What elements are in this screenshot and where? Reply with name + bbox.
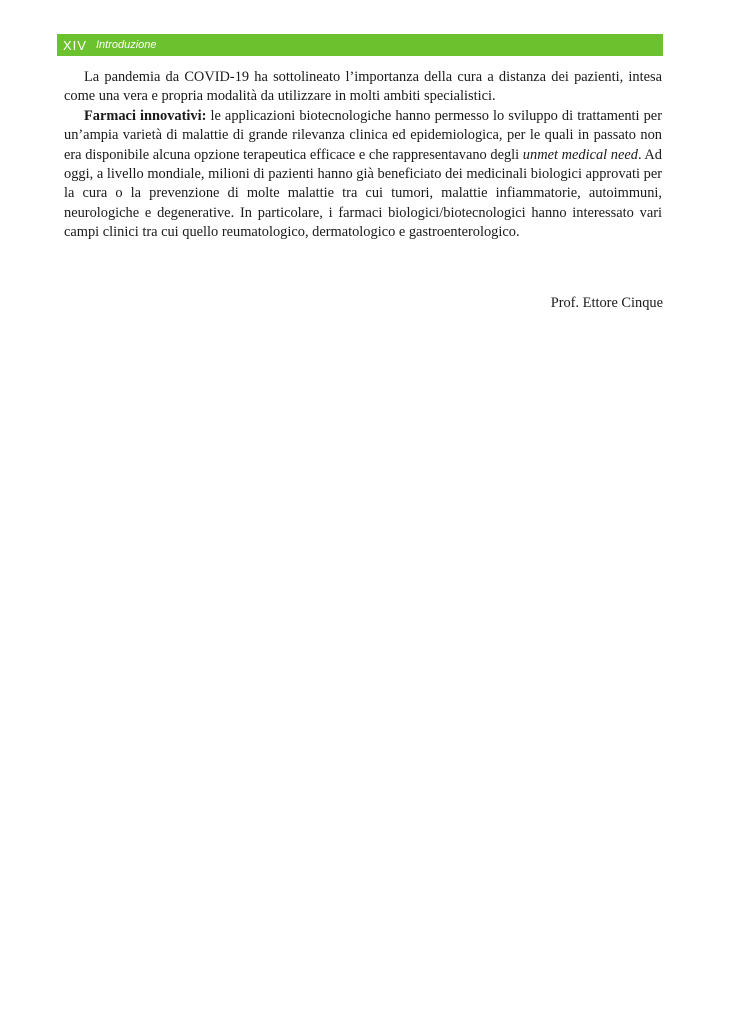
paragraph-pandemia <box>64 68 662 107</box>
paragraph-text-continued: . Ad oggi, a livello mondiale, milioni di pazienti hanno già beneficiato dei medicinali biologici approvati per la cura o la prevenzione di molte malattie tra cui tumori, malattie infiammatorie, autoimmuni, neurologiche e degenerative. In particolare, i farmaci biologici/biotecnologici hanno interessato vari campi clinici tra cui quello reumatologico, dermatologico e gastroenterologico. <box>64 146 662 241</box>
section-title: Introduzione <box>95 39 157 51</box>
paragraph-text: le applicazioni biotecnologiche hanno permesso lo sviluppo di trattamenti per un’ampia varietà di malattie di grande rilevanza clinica ed epidemiologica, per le quali in passato non era disponibile alcuna opzione terapeutica efficace e che rappresentavano degli <box>64 107 662 163</box>
page-number: XIV <box>63 37 87 53</box>
italic-term: unmet medical need <box>522 146 638 163</box>
paragraph-farmaci-innovativi <box>64 107 662 243</box>
running-header <box>57 34 663 56</box>
body-text <box>64 68 662 243</box>
author-signature: Prof. Ettore Cinque <box>550 295 663 311</box>
paragraph-text: La pandemia da COVID-19 ha sottolineato l’importanza della cura a distanza dei pazienti, intesa come una vera e propria modalità da utilizzare in molti ambiti specialistici. <box>64 69 662 105</box>
paragraph-lead: Farmaci innovativi: <box>84 107 207 124</box>
